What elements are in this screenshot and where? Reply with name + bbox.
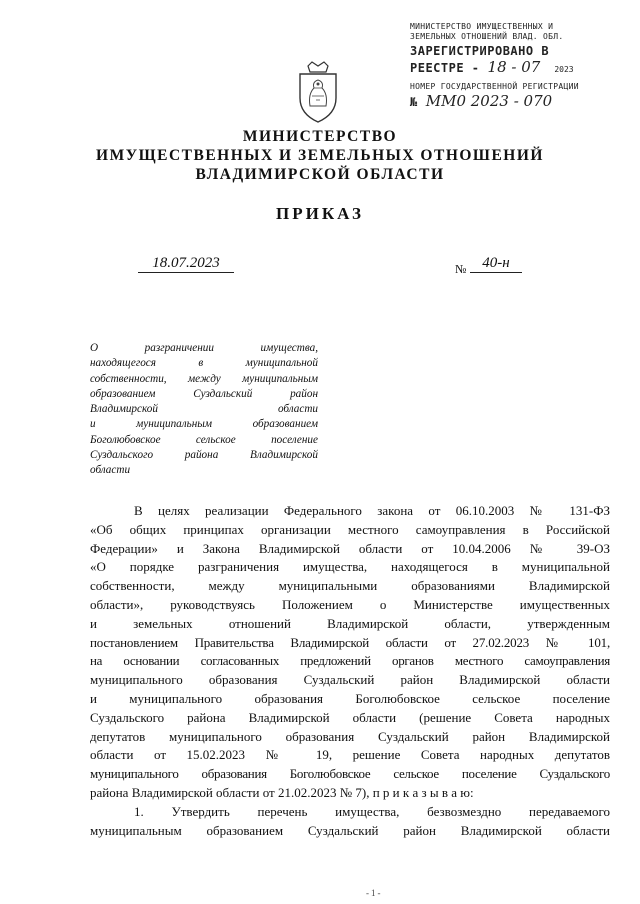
body-line: на основании согласованных предложений органов местного самоуправления	[90, 653, 610, 669]
subject-line: собственности, между муниципальным	[90, 372, 318, 385]
subject-line: О разграничении имущества,	[90, 342, 318, 354]
body-line: района Владимирской области от 21.02.2023 № 7), п р и к а з ы в а ю:	[90, 784, 474, 800]
body-line: муниципального образования Суздальский район Владимирской области	[90, 672, 610, 688]
ministry-title-line3: ВЛАДИМИРСКОЙ ОБЛАСТИ	[195, 166, 445, 183]
registration-stamp	[410, 22, 600, 110]
body-line: муниципального образования Боголюбовское сельское поселение Суздальского	[90, 766, 610, 782]
body-line: В целях реализации Федерального закона от 06.10.2003 № 131-ФЗ	[134, 503, 610, 518]
subject-line: образованием Суздальский район	[90, 387, 318, 400]
order-number-label: №	[455, 262, 467, 276]
order-date: 18.07.2023	[138, 254, 234, 273]
coat-of-arms-icon	[290, 60, 346, 124]
body-line: собственности, между муниципальными образованиями Владимирской	[90, 578, 610, 594]
stamp-registry-date: 18 - 07	[487, 58, 541, 76]
document-type: ПРИКАЗ	[276, 204, 364, 223]
subject-line: и муниципальным образованием	[90, 418, 318, 431]
ministry-title-line2: ИМУЩЕСТВЕННЫХ И ЗЕМЕЛЬНЫХ ОТНОШЕНИЙ	[96, 147, 544, 164]
stamp-number-sign: №	[410, 95, 418, 109]
body-line: муниципальным образованием Суздальский район Владимирской области	[90, 822, 610, 838]
order-number: 40-н	[470, 254, 522, 273]
stamp-registry-label: РЕЕСТРЕ -	[410, 61, 480, 75]
body-line: области от 15.02.2023 № 19, решение Совета народных депутатов	[90, 747, 610, 763]
stamp-line-department: ЗЕМЕЛЬНЫХ ОТНОШЕНИЙ ВЛАД. ОБЛ.	[410, 32, 564, 41]
body-line: и земельных отношений Владимирской области, утвержденным	[90, 615, 610, 631]
subject-line: области	[90, 464, 131, 477]
stamp-line-registered: ЗАРЕГИСТРИРОВАНО В	[410, 44, 550, 58]
body-line: «О порядке разграничения имущества, находящегося в муниципальной	[90, 559, 610, 575]
body-line: Федерации» и Закона Владимирской области от 10.04.2006 № 39-ОЗ	[90, 540, 610, 556]
body-line: и муниципального образования Боголюбовское сельское поселение	[90, 690, 610, 706]
body-line: 1. Утвердить перечень имущества, безвозмездно передаваемого	[134, 803, 610, 819]
stamp-line-reg-number-label: НОМЕР ГОСУДАРСТВЕННОЙ РЕГИСТРАЦИИ	[410, 82, 579, 91]
page-number: -1-	[366, 888, 383, 898]
subject-line: находящегося в муниципальной	[90, 357, 318, 370]
subject-line: Владимирской области	[90, 403, 318, 416]
body-line: постановлением Правительства Владимирской области от 27.02.2023 № 101,	[90, 634, 610, 650]
stamp-registry-year: 2023	[554, 65, 574, 74]
order-body	[90, 502, 610, 840]
subject-line: Боголюбовское сельское поселение	[90, 433, 318, 446]
stamp-reg-number: ММ0 2023 - 070	[425, 92, 553, 110]
body-line: «Об общих принципах организации местного самоуправления в Российской	[90, 521, 610, 537]
body-line: области», руководствуясь Положением о Министерстве имущественных	[90, 596, 610, 612]
body-line: Суздальского района Владимирской области (решение Совета народных	[90, 709, 610, 725]
order-subject	[90, 341, 318, 479]
ministry-title-line1: МИНИСТЕРСТВО	[242, 128, 398, 145]
stamp-line-ministry: МИНИСТЕРСТВО ИМУЩЕСТВЕННЫХ И	[410, 22, 554, 31]
body-line: депутатов муниципального образования Суздальский район Владимирской	[90, 728, 610, 744]
subject-line: Суздальского района Владимирской	[90, 449, 318, 462]
